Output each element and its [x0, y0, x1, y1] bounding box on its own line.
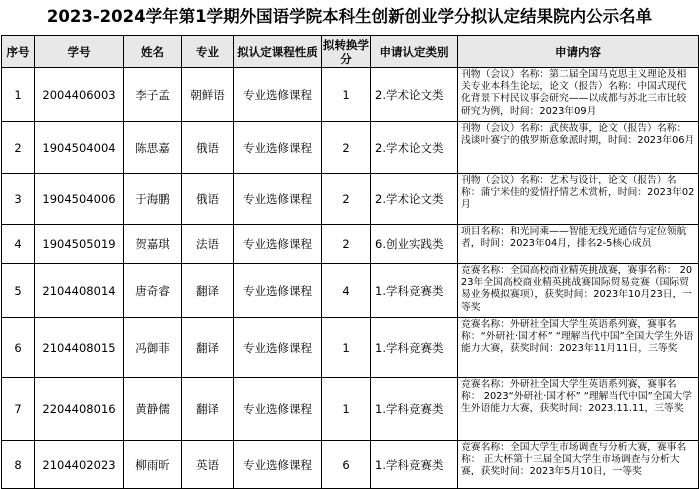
- cell-course-nature: 专业选修课程: [234, 68, 322, 122]
- cell-content: 刊物（会议）名称：武侠故事，论文（报告）名称：浅谈叶赛宁的俄罗斯意象派时期，时间：2023年06月: [458, 122, 699, 174]
- cell-course-nature: 专业选修课程: [234, 441, 322, 489]
- cell-major: 翻译: [182, 264, 234, 318]
- cell-student-id: 2104408014: [35, 264, 124, 318]
- cell-category: 2.学术论文类: [371, 122, 458, 174]
- header-credits: 拟转换学分: [323, 37, 369, 66]
- cell-credits: 1: [322, 68, 371, 122]
- cell-category: 2.学术论文类: [371, 174, 458, 225]
- cell-index: 1: [2, 68, 35, 122]
- table-row: [2, 441, 699, 489]
- table-row: [2, 122, 699, 174]
- cell-category: 1.学科竞赛类: [371, 264, 458, 318]
- cell-category: 2.学术论文类: [371, 68, 458, 122]
- cell-category: 1.学科竞赛类: [371, 441, 458, 489]
- cell-name: 唐奇睿: [124, 264, 182, 318]
- header-student-id: 学号: [35, 36, 124, 68]
- cell-index: 7: [2, 378, 35, 441]
- cell-content: 刊物（会议）名称：艺术与设计，论文（报告）名称：蒲宁米佳的爱情抒情艺术赏析，时间：2023年02月: [458, 174, 699, 225]
- cell-name: 李子孟: [124, 68, 182, 122]
- cell-category: 6.创业实践类: [371, 225, 458, 264]
- cell-credits: 1: [322, 318, 371, 378]
- cell-student-id: 1904504006: [35, 174, 124, 225]
- header-major: 专业: [182, 36, 234, 68]
- cell-index: 3: [2, 174, 35, 225]
- cell-credits: 2: [322, 174, 371, 225]
- cell-credits: 1: [322, 378, 371, 441]
- cell-content: 竞赛名称：外研社全国大学生英语系列赛，赛事名称：“外研社·国才杯” “理解当代中国”全国大学生外语能力大赛，获奖时间：2023年11月11日，三等奖: [458, 318, 699, 378]
- cell-content: 竞赛名称：外研社全国大学生英语系列赛，赛事名称： 2023“外研社·国才杯” “理解当代中国”全国大学生外语能力大赛，获奖时间：2023.11.11，三等奖: [458, 378, 699, 441]
- cell-name: 黄静儒: [124, 378, 182, 441]
- cell-course-nature: 专业选修课程: [234, 225, 322, 264]
- cell-student-id: 2204408016: [35, 378, 124, 441]
- cell-major: 翻译: [182, 378, 234, 441]
- cell-student-id: 1904505019: [35, 225, 124, 264]
- cell-index: 6: [2, 318, 35, 378]
- cell-name: 贺嘉琪: [124, 225, 182, 264]
- cell-name: 冯御菲: [124, 318, 182, 378]
- header-course-nature: 拟认定课程性质: [234, 36, 322, 68]
- cell-course-nature: 专业选修课程: [234, 264, 322, 318]
- cell-course-nature: 专业选修课程: [234, 318, 322, 378]
- cell-category: 1.学科竞赛类: [371, 318, 458, 378]
- cell-student-id: 1904504004: [35, 122, 124, 174]
- table-row: [2, 68, 699, 122]
- cell-major: 俄语: [182, 174, 234, 225]
- cell-credits: 4: [322, 264, 371, 318]
- table-row: [2, 174, 699, 225]
- cell-content: 竞赛名称：全国大学生市场调查与分析大赛，赛事名称： 正大杯第十三届全国大学生市场调查与分析大赛，获奖时间：2023年5月10日，一等奖: [458, 441, 699, 489]
- cell-student-id: 2004406003: [35, 68, 124, 122]
- cell-student-id: 2104402023: [35, 441, 124, 489]
- header-content: 申请内容: [458, 36, 699, 68]
- table-row: [2, 318, 699, 378]
- table-row: [2, 225, 699, 264]
- cell-major: 法语: [182, 225, 234, 264]
- cell-student-id: 2104408015: [35, 318, 124, 378]
- cell-index: 5: [2, 264, 35, 318]
- cell-major: 英语: [182, 441, 234, 489]
- table-row: [2, 378, 699, 441]
- cell-major: 翻译: [182, 318, 234, 378]
- table-row: [2, 264, 699, 318]
- cell-index: 4: [2, 225, 35, 264]
- cell-major: 朝鲜语: [182, 68, 234, 122]
- cell-name: 于海鹏: [124, 174, 182, 225]
- header-category: 申请认定类别: [371, 36, 458, 68]
- cell-content: 刊物（会议）名称：第二届全国马克思主义理论及相关专业本科生论坛，论文（报告）名称：中国式现代化背景下村民议事会研究——以成都与苏北三市比较研究为例，时间：2023年09月: [458, 68, 699, 122]
- cell-index: 2: [2, 122, 35, 174]
- document-title: 2023-2024学年第1学期外国语学院本科生创新创业学分拟认定结果院内公示名单: [46, 7, 653, 26]
- cell-category: 1.学科竞赛类: [371, 378, 458, 441]
- results-table: [1, 35, 699, 489]
- cell-credits: 6: [322, 441, 371, 489]
- cell-credits: 2: [322, 225, 371, 264]
- cell-major: 俄语: [182, 122, 234, 174]
- cell-name: 柳雨昕: [124, 441, 182, 489]
- cell-credits: 2: [322, 122, 371, 174]
- cell-course-nature: 专业选修课程: [234, 174, 322, 225]
- header-name: 姓名: [124, 36, 182, 68]
- header-row: [2, 36, 699, 68]
- cell-index: 8: [2, 441, 35, 489]
- header-index: 序号: [2, 36, 35, 68]
- cell-name: 陈思嘉: [124, 122, 182, 174]
- cell-course-nature: 专业选修课程: [234, 122, 322, 174]
- cell-content: 竞赛名称：全国高校商业精英挑战赛，赛事名称： 2023年全国高校商业精英挑战赛国际贸易竞赛（国际贸易业务模拟赛项），获奖时间：2023年10月23日，一等奖: [458, 264, 699, 318]
- cell-course-nature: 专业选修课程: [234, 378, 322, 441]
- cell-content: 项目名称：和光同乘——智能无线光通信与定位领航者，时间：2023年04月，排名2-5核心成员: [458, 225, 699, 264]
